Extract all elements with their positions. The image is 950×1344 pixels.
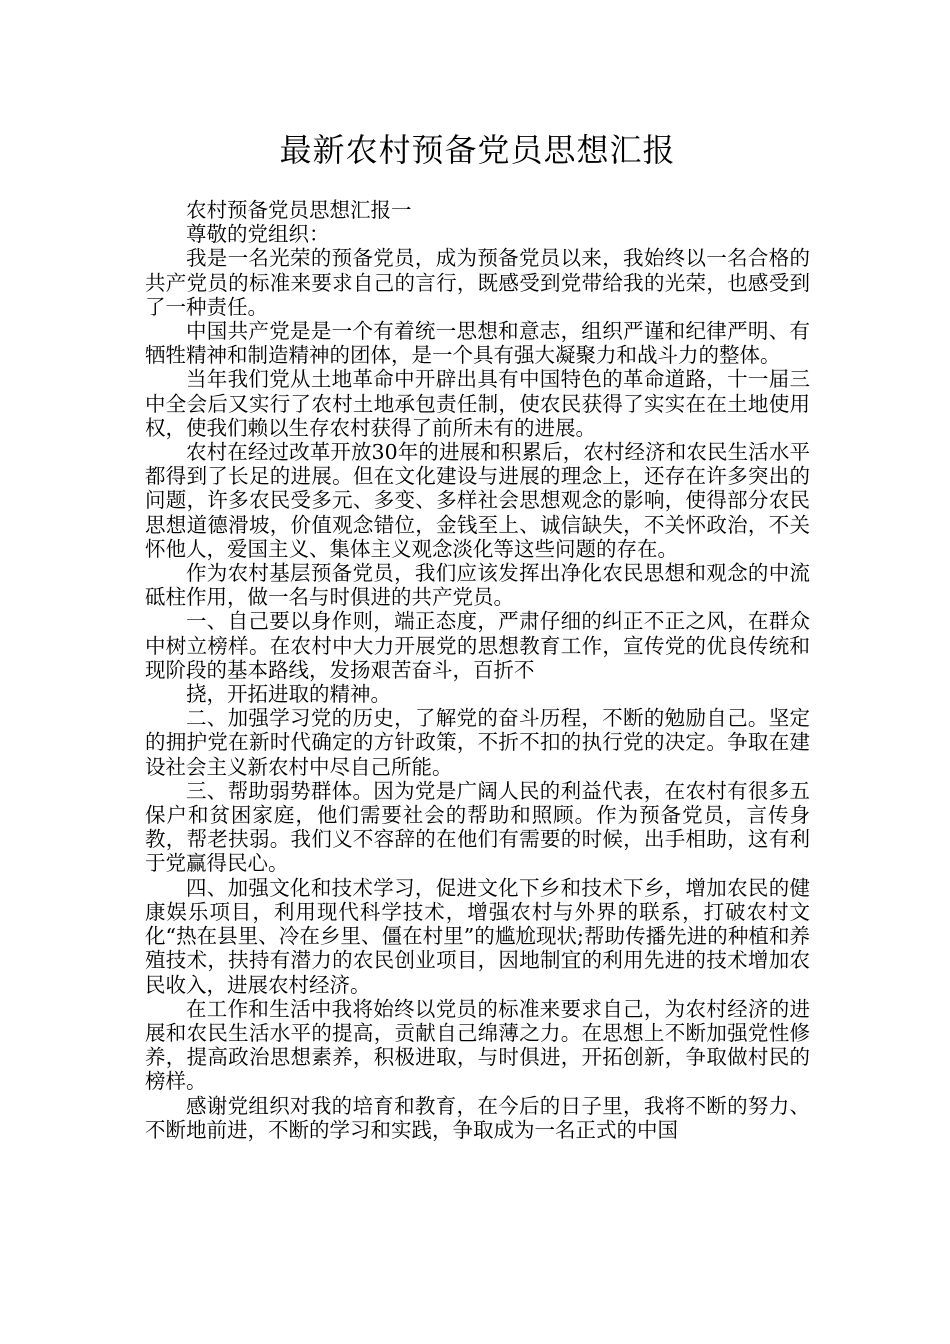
salutation: 尊敬的党组织： bbox=[186, 222, 330, 247]
paragraph: 中国共产党是是一个有着统一思想和意志，组织严谨和纪律严明、有牺牲精神和制造精神的团体，是一个具有强大凝聚力和战斗力的整体。 bbox=[145, 319, 810, 368]
report-subtitle: 农村预备党员思想汇报一 bbox=[186, 198, 412, 222]
paragraph: 四、加强文化和技术学习，促进文化下乡和技术下乡，增加农民的健康娱乐项目，利用现代科学技术，增强农村与外界的联系，打破农村文化“热在县里、冷在乡里、僵在村里”的尴尬现状;帮助传播先进的种植和养殖技术，扶持有潜力的农民创业项目，因地制宜的利用先进的技术增加农民收入，进展农村经济。 bbox=[145, 875, 810, 997]
paragraph: 一、自己要以身作则，端正态度，严肃仔细的纠正不正之风，在群众中树立榜样。在农村中大力开展党的思想教育工作，宣传党的优良传统和现阶段的基本路线，发扬艰苦奋斗，百折不 bbox=[145, 609, 810, 682]
paragraph: 感谢党组织对我的培育和教育，在今后的日子里，我将不断的努力、不断地前进，不断的学习和实践，争取成为一名正式的中国 bbox=[145, 1093, 810, 1142]
paragraph: 在工作和生活中我将始终以党员的标准来要求自己，为农村经济的进展和农民生活水平的提高，贡献自己绵薄之力。在思想上不断加强党性修养，提高政治思想素养，积极进取，与时俱进，开拓创新，争取做村民的榜样。 bbox=[145, 996, 810, 1094]
paragraph: 三、帮助弱势群体。因为党是广阔人民的利益代表，在农村有很多五保户和贫困家庭，他们需要社会的帮助和照顾。作为预备党员，言传身教，帮老扶弱。我们义不容辞的在他们有需要的时候，出手相助，这有利于党赢得民心。 bbox=[145, 778, 810, 876]
paragraph: 挠，开拓进取的精神。 bbox=[186, 682, 391, 707]
paragraph: 当年我们党从土地革命中开辟出具有中国特色的革命道路，十一届三中全会后又实行了农村土地承包责任制，使农民获得了实实在在土地使用权，使我们赖以生存农村获得了前所未有的进展。 bbox=[145, 367, 810, 440]
document-title: 最新农村预备党员思想汇报 bbox=[279, 131, 676, 169]
paragraph: 二、加强学习党的历史，了解党的奋斗历程，不断的勉励自己。坚定的拥护党在新时代确定的方针政策，不折不扣的执行党的决定。争取在建设社会主义新农村中尽自己所能。 bbox=[145, 706, 810, 779]
paragraph: 作为农村基层预备党员，我们应该发挥出净化农民思想和观念的中流砥柱作用，做一名与时俱进的共产党员。 bbox=[145, 561, 810, 610]
document-body bbox=[145, 198, 810, 1142]
paragraph: 农村在经过改革开放30年的进展和积累后，农村经济和农民生活水平都得到了长足的进展。但在文化建设与进展的理念上，还存在许多突出的问题，许多农民受多元、多变、多样社会思想观念的影响，使得部分农民思想道德滑坡，价值观念错位，金钱至上、诚信缺失，不关怀政治，不关怀他人，爱国主义、集体主义观念淡化等这些问题的存在。 bbox=[145, 440, 810, 561]
paragraph: 我是一名光荣的预备党员，成为预备党员以来，我始终以一名合格的共产党员的标准来要求自己的言行，既感受到党带给我的光荣，也感受到了一种责任。 bbox=[145, 246, 810, 319]
